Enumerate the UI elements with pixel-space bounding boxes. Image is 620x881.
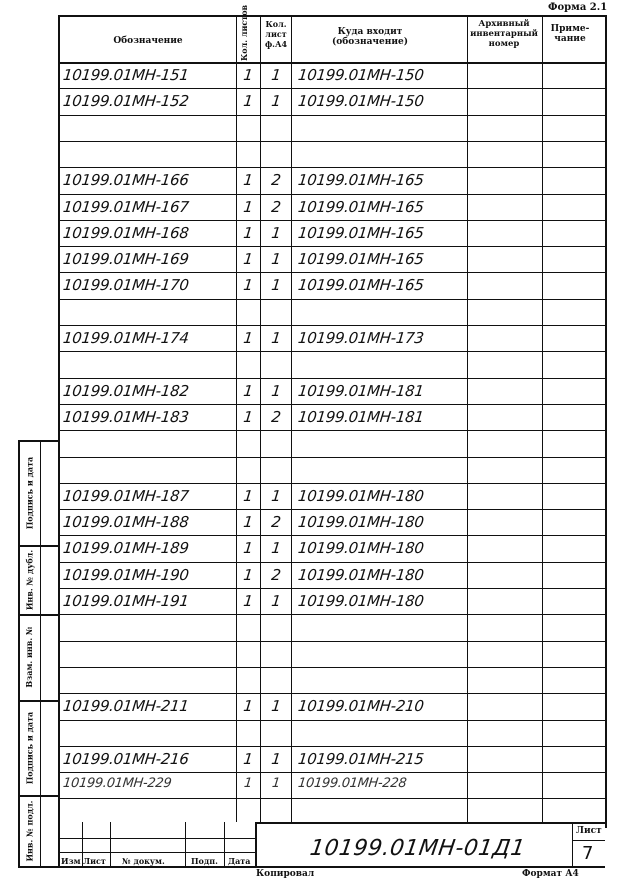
header-used-in: Куда входит (обозначение) (332, 27, 408, 47)
grid-line (58, 15, 60, 866)
cell-sheets: 1 (242, 407, 254, 426)
grid-line (18, 440, 20, 866)
cell-sheet-a4: 2 (270, 407, 282, 426)
grid-line (467, 15, 468, 822)
cell-designation: 10199.01МН-229 (62, 776, 173, 792)
cell-used-in: 10199.01МН-180 (297, 565, 425, 584)
grid-line (58, 838, 255, 839)
grid-line (58, 299, 605, 300)
cell-sheet-a4: 1 (270, 486, 282, 505)
grid-line (58, 430, 605, 431)
cell-designation: 10199.01МН-190 (62, 565, 190, 584)
cell-sheets: 1 (242, 197, 254, 216)
cell-sheet-a4: 2 (270, 171, 282, 190)
cell-used-in: 10199.01МН-228 (297, 776, 408, 792)
cell-used-in: 10199.01МН-210 (297, 697, 425, 716)
cell-used-in: 10199.01МН-180 (297, 539, 425, 558)
grid-line (58, 141, 605, 142)
grid-line (58, 667, 605, 668)
cell-sheets: 1 (242, 276, 254, 295)
cell-sheets: 1 (243, 776, 253, 792)
grid-line (58, 246, 605, 247)
side-label: Инв. № дубл. (24, 549, 34, 610)
cell-sheets: 1 (242, 171, 254, 190)
grid-line (58, 220, 605, 221)
cell-sheets: 1 (242, 749, 254, 768)
stamp-field-sign: Подп. (191, 856, 218, 866)
grid-line (110, 822, 111, 866)
cell-designation: 10199.01МН-166 (62, 171, 190, 190)
cell-designation: 10199.01МН-170 (62, 276, 190, 295)
cell-sheet-a4: 1 (270, 749, 282, 768)
grid-line (542, 15, 543, 822)
grid-line (605, 15, 607, 828)
grid-line (58, 483, 605, 484)
cell-sheets: 1 (242, 223, 254, 242)
cell-sheet-a4: 1 (270, 381, 282, 400)
cell-designation: 10199.01МН-182 (62, 381, 190, 400)
stamp-sheet-label: Лист (576, 826, 602, 836)
grid-line (58, 325, 605, 326)
cell-sheet-a4: 1 (270, 329, 282, 347)
grid-line (58, 378, 605, 379)
cell-used-in: 10199.01МН-181 (297, 407, 425, 426)
footer-copied: Копировал (256, 869, 315, 879)
cell-designation: 10199.01МН-167 (62, 197, 190, 216)
cell-designation: 10199.01МН-211 (62, 697, 190, 716)
cell-designation: 10199.01МН-152 (62, 92, 190, 111)
grid-line (18, 866, 605, 868)
cell-sheets: 1 (242, 592, 254, 610)
stamp-field-change: Изм (61, 856, 81, 866)
grid-line (58, 88, 605, 89)
grid-line (58, 62, 605, 64)
header-archive-no: Архивный инвентарный номер (470, 19, 538, 49)
side-label: Подпись и дата (24, 711, 34, 784)
cell-used-in: 10199.01МН-173 (297, 329, 425, 347)
cell-used-in: 10199.01МН-165 (297, 171, 425, 190)
grid-line (185, 822, 186, 866)
grid-line (58, 535, 605, 536)
cell-sheets: 1 (242, 565, 254, 584)
cell-sheets: 1 (242, 513, 254, 532)
cell-used-in: 10199.01МН-181 (297, 381, 425, 400)
cell-designation: 10199.01МН-191 (62, 592, 190, 610)
stamp-field-docnum: № докум. (122, 856, 165, 866)
grid-line (58, 194, 605, 195)
cell-sheet-a4: 1 (270, 223, 282, 242)
stamp-doc-code: 10199.01МН-01Д1 (308, 836, 527, 861)
header-note: Приме- чание (550, 24, 590, 44)
grid-line (58, 167, 605, 168)
stamp-sheet-number: 7 (582, 843, 594, 864)
grid-line (58, 772, 605, 773)
cell-sheet-a4: 1 (270, 539, 282, 558)
side-label: Подпись и дата (24, 456, 34, 529)
cell-designation: 10199.01МН-174 (62, 329, 190, 347)
grid-line (58, 404, 605, 405)
grid-line (58, 641, 605, 642)
cell-designation: 10199.01МН-183 (62, 407, 190, 426)
grid-line (58, 614, 605, 615)
cell-sheet-a4: 1 (270, 66, 282, 84)
grid-line (40, 440, 41, 866)
grid-line (58, 798, 605, 799)
cell-sheets: 1 (242, 697, 254, 716)
cell-used-in: 10199.01МН-165 (297, 276, 425, 295)
cell-designation: 10199.01МН-151 (62, 66, 190, 84)
header-sheets-count: Кол. листов (239, 4, 249, 61)
cell-designation: 10199.01МН-169 (62, 250, 190, 269)
cell-designation: 10199.01МН-187 (62, 486, 190, 505)
cell-sheet-a4: 2 (270, 197, 282, 216)
grid-line (255, 822, 605, 824)
cell-used-in: 10199.01МН-180 (297, 486, 425, 505)
grid-line (58, 457, 605, 458)
grid-line (224, 822, 225, 866)
cell-used-in: 10199.01МН-150 (297, 66, 425, 84)
side-label: Взам. инв. № (24, 626, 34, 688)
grid-line (58, 562, 605, 563)
grid-line (255, 822, 257, 866)
cell-designation: 10199.01МН-188 (62, 513, 190, 532)
header-designation: Обозначение (113, 36, 183, 46)
header-sheet-a4: Кол. лист ф.А4 (264, 19, 288, 49)
cell-used-in: 10199.01МН-180 (297, 592, 425, 610)
cell-sheet-a4: 2 (270, 513, 282, 532)
cell-sheets: 1 (242, 486, 254, 505)
grid-line (58, 509, 605, 510)
cell-designation: 10199.01МН-189 (62, 539, 190, 558)
cell-sheets: 1 (242, 539, 254, 558)
grid-line (58, 272, 605, 273)
grid-line (291, 15, 292, 822)
cell-used-in: 10199.01МН-165 (297, 197, 425, 216)
grid-line (572, 840, 605, 841)
cell-used-in: 10199.01МН-180 (297, 513, 425, 532)
cell-sheet-a4: 1 (271, 776, 281, 792)
cell-used-in: 10199.01МН-150 (297, 92, 425, 111)
grid-line (58, 746, 605, 747)
cell-sheets: 1 (242, 66, 254, 84)
cell-designation: 10199.01МН-216 (62, 749, 190, 768)
stamp-field-date: Дата (228, 856, 251, 866)
cell-sheet-a4: 1 (270, 592, 282, 610)
cell-sheets: 1 (242, 92, 254, 111)
footer-format: Формат А4 (522, 869, 579, 879)
cell-sheet-a4: 2 (270, 565, 282, 584)
cell-used-in: 10199.01МН-165 (297, 223, 425, 242)
cell-sheets: 1 (242, 381, 254, 400)
cell-sheet-a4: 1 (270, 250, 282, 269)
cell-sheet-a4: 1 (270, 697, 282, 716)
cell-used-in: 10199.01МН-215 (297, 749, 425, 768)
grid-line (572, 822, 573, 866)
grid-line (58, 115, 605, 116)
grid-line (58, 693, 605, 694)
cell-sheets: 1 (242, 329, 254, 347)
cell-used-in: 10199.01МН-165 (297, 250, 425, 269)
grid-line (58, 15, 605, 17)
cell-designation: 10199.01МН-168 (62, 223, 190, 242)
stamp-field-sheet: Лист (83, 856, 106, 866)
side-label: Инв. № подл. (24, 800, 34, 861)
cell-sheet-a4: 1 (270, 92, 282, 111)
cell-sheets: 1 (242, 250, 254, 269)
grid-line (58, 351, 605, 352)
grid-line (58, 720, 605, 721)
cell-sheet-a4: 1 (270, 276, 282, 295)
form-label: Форма 2.1 (548, 2, 608, 13)
grid-line (58, 852, 255, 853)
grid-line (58, 588, 605, 589)
